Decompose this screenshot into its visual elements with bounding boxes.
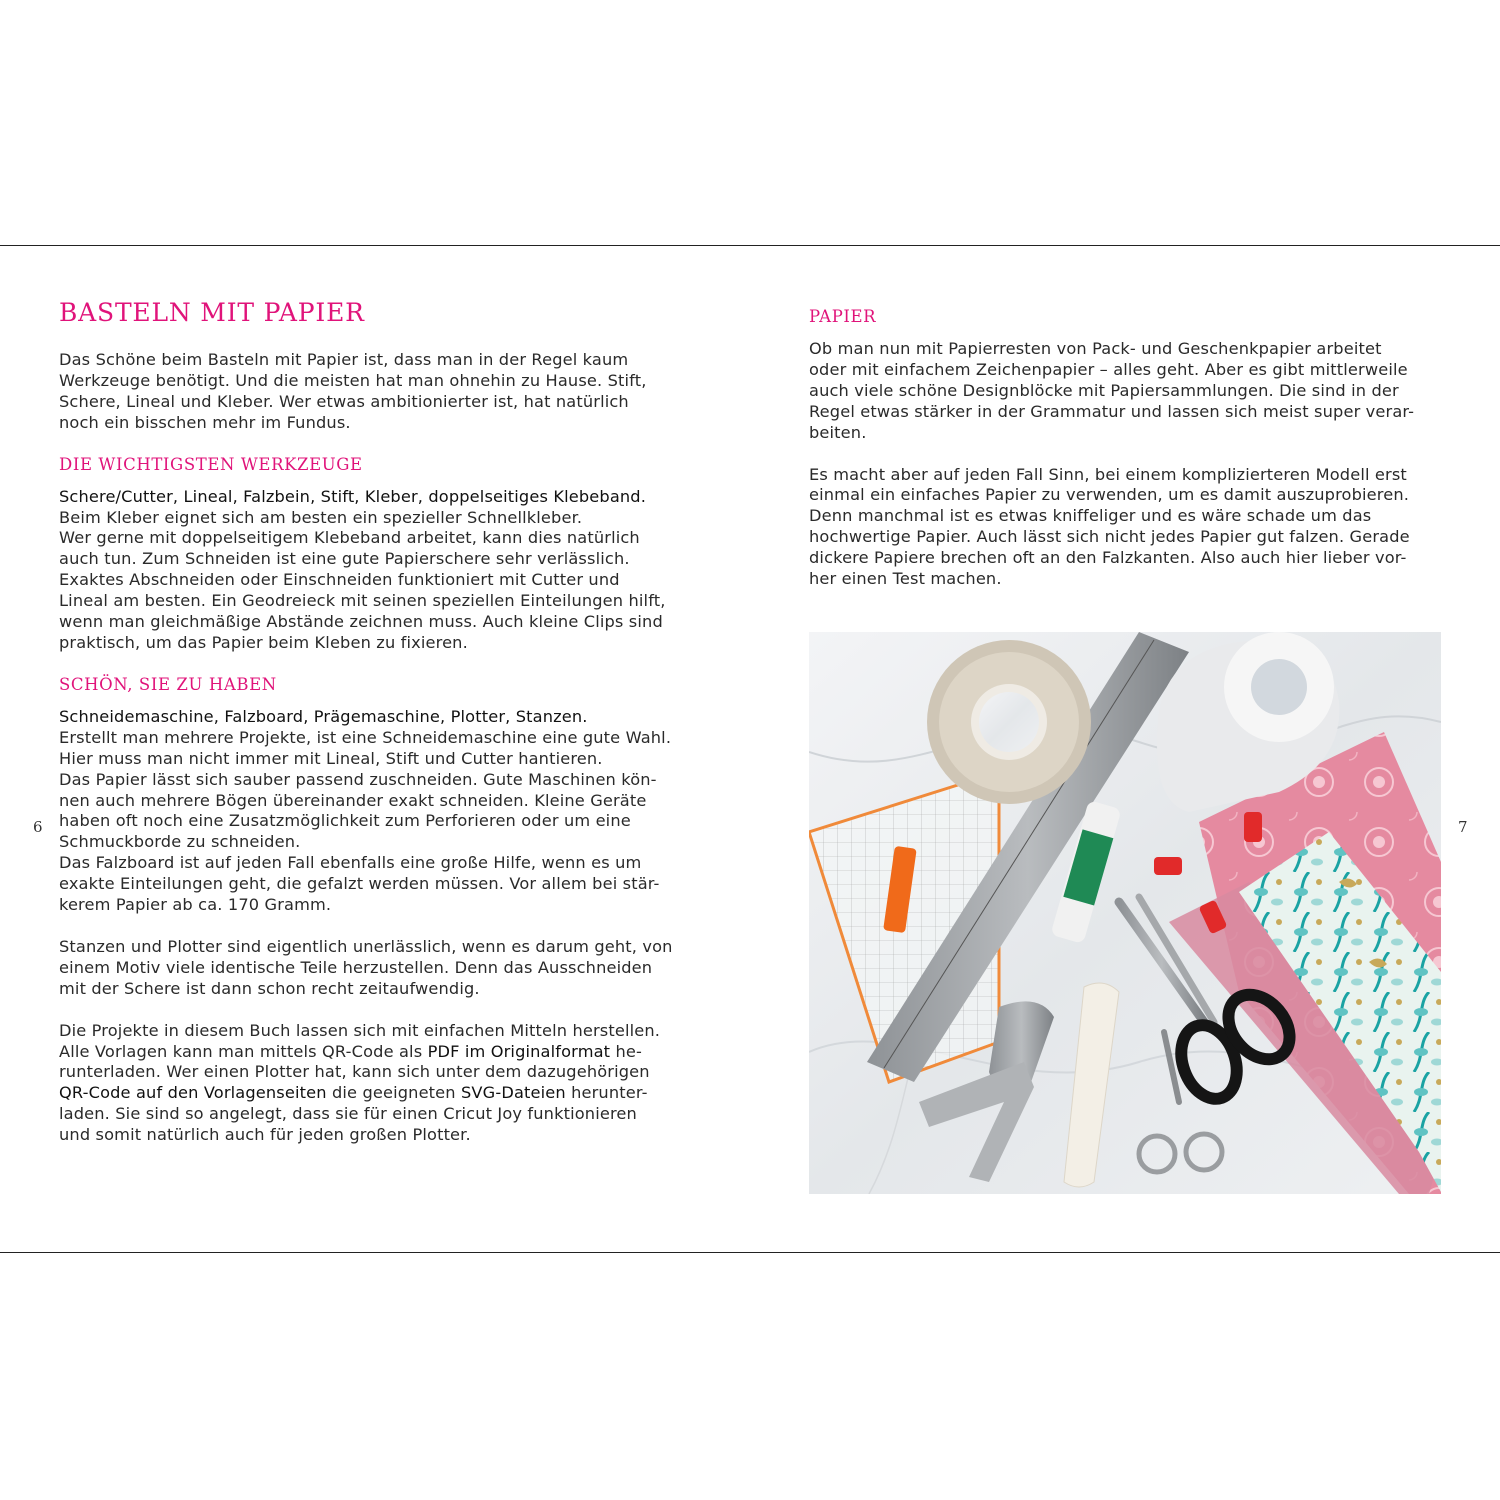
- heading-wichtigste-werkzeuge: DIE WICHTIGSTEN WERKZEUGE: [59, 454, 363, 474]
- page-title: BASTELN MIT PAPIER: [59, 298, 365, 327]
- tape-roll: [927, 640, 1091, 804]
- intro-line: Das Schöne beim Basteln mit Papier ist, dass man in der Regel kaum: [59, 350, 629, 369]
- werkzeuge-lead: Schere/Cutter, Lineal, Falzbein, Stift, Kleber, doppelseitiges Klebeband.: [59, 486, 647, 506]
- schoen-paragraph: [59, 707, 699, 916]
- werkzeuge-line: Exaktes Abschneiden oder Einschneiden funktioniert mit Cutter und: [59, 570, 620, 590]
- crafting-tools-photo: [809, 632, 1441, 1194]
- top-rule: [0, 245, 1500, 246]
- werkzeuge-line: praktisch, um das Papier beim Kleben zu fixieren.: [59, 632, 468, 652]
- intro-line: Schere, Lineal und Kleber. Wer etwas ambitionierter ist, hat natürlich: [59, 391, 629, 411]
- projekte-paragraph: [59, 1021, 699, 1146]
- heading-schoen-sie-zu-haben: SCHÖN, SIE ZU HABEN: [59, 674, 277, 694]
- stanzen-line: einem Motiv viele identische Teile herzustellen. Denn das Ausschneiden: [59, 957, 653, 977]
- bottom-rule: [0, 1252, 1500, 1253]
- papier-paragraph: [809, 339, 1449, 444]
- projekte-line: [59, 1042, 699, 1063]
- heading-papier: PAPIER: [809, 307, 877, 326]
- red-clip: [1244, 812, 1262, 842]
- projekte-text: Alle Vorlagen kann man mittels QR-Code als: [59, 1041, 428, 1061]
- left-page-column: [59, 296, 699, 1146]
- schoen-line: Das Falzboard ist auf jeden Fall ebenfalls eine große Hilfe, wenn es um: [59, 853, 642, 873]
- test-line: Denn manchmal ist es etwas kniffeliger und es wäre schade um das: [809, 506, 1372, 526]
- schoen-line: Hier muss man nicht immer mit Lineal, Stift und Cutter hantieren.: [59, 748, 603, 768]
- projekte-line: und somit natürlich auch für jeden großen Plotter.: [59, 1125, 471, 1145]
- projekte-text: herunter-: [565, 1083, 648, 1103]
- werkzeuge-line: auch tun. Zum Schneiden ist eine gute Papierschere sehr verlässlich.: [59, 549, 630, 569]
- projekte-text: he-: [610, 1041, 642, 1061]
- schoen-line: kerem Papier ab ca. 170 Gramm.: [59, 895, 332, 915]
- schoen-lead: Schneidemaschine, Falzboard, Prägemaschine, Plotter, Stanzen.: [59, 706, 588, 726]
- papier-line: oder mit einfachem Zeichenpapier – alles geht. Aber es gibt mittlerweile: [809, 359, 1408, 379]
- papier-line: auch viele schöne Designblöcke mit Papiersammlungen. Die sind in der: [809, 380, 1399, 400]
- projekte-line: [59, 1083, 699, 1104]
- stanzen-line: mit der Schere ist dann schon recht zeitaufwendig.: [59, 978, 480, 998]
- page-number-right: 7: [1458, 818, 1468, 836]
- schoen-line: Das Papier lässt sich sauber passend zuschneiden. Gute Maschinen kön-: [59, 769, 657, 789]
- schoen-line: haben oft noch eine Zusatzmöglichkeit zum Perforieren oder um eine: [59, 811, 631, 831]
- intro-paragraph: [59, 350, 699, 434]
- test-line: her einen Test machen.: [809, 569, 1002, 589]
- intro-line: Werkzeuge benötigt. Und die meisten hat man ohnehin zu Hause. Stift,: [59, 370, 647, 390]
- qr-code-vorlagenseiten-highlight: QR-Code auf den Vorlagenseiten: [59, 1083, 327, 1103]
- test-line: Es macht aber auf jeden Fall Sinn, bei einem komplizierteren Modell erst: [809, 464, 1407, 484]
- werkzeuge-line: Wer gerne mit doppelseitigem Klebeband arbeitet, kann dies natürlich: [59, 528, 640, 548]
- intro-line: noch ein bisschen mehr im Fundus.: [59, 412, 351, 432]
- pdf-originalformat-highlight: PDF im Originalformat: [427, 1041, 611, 1061]
- werkzeuge-line: Lineal am besten. Ein Geodreieck mit seinen speziellen Einteilungen hilft,: [59, 591, 666, 611]
- werkzeuge-paragraph: [59, 487, 699, 654]
- stanzen-line: Stanzen und Plotter sind eigentlich unerlässlich, wenn es darum geht, von: [59, 936, 673, 956]
- werkzeuge-line: Beim Kleber eignet sich am besten ein spezieller Schnellkleber.: [59, 507, 583, 527]
- projekte-line: Die Projekte in diesem Buch lassen sich mit einfachen Mitteln herstellen.: [59, 1020, 661, 1040]
- page-number-left: 6: [33, 818, 43, 836]
- projekte-text: die geeigneten: [326, 1083, 461, 1103]
- test-line: dickere Papiere brechen oft an den Falzkanten. Also auch hier lieber vor-: [809, 548, 1407, 568]
- werkzeuge-line: wenn man gleichmäßige Abstände zeichnen muss. Auch kleine Clips sind: [59, 612, 663, 632]
- papier-line: beiten.: [809, 422, 867, 442]
- schoen-line: Erstellt man mehrere Projekte, ist eine Schneidemaschine eine gute Wahl.: [59, 727, 672, 747]
- stanzen-paragraph: [59, 937, 699, 1000]
- test-paragraph: [809, 465, 1449, 590]
- papier-line: Regel etwas stärker in der Grammatur und lassen sich meist super verar-: [809, 401, 1415, 421]
- svg-dateien-highlight: SVG-Dateien: [461, 1083, 566, 1103]
- red-clip: [1154, 857, 1182, 875]
- schoen-line: nen auch mehrere Bögen übereinander exakt schneiden. Kleine Geräte: [59, 790, 647, 810]
- papier-line: Ob man nun mit Papierresten von Pack- und Geschenkpapier arbeitet: [809, 339, 1382, 358]
- schoen-line: Schmuckborde zu schneiden.: [59, 832, 301, 852]
- test-line: einmal ein einfaches Papier zu verwenden, um es damit auszuprobieren.: [809, 485, 1410, 505]
- projekte-line: laden. Sie sind so angelegt, dass sie für einen Cricut Joy funktionieren: [59, 1104, 637, 1124]
- right-page-column: [809, 305, 1449, 590]
- test-line: hochwertige Papier. Auch lässt sich nicht jedes Papier gut falzen. Gerade: [809, 527, 1410, 547]
- projekte-line: runterladen. Wer einen Plotter hat, kann sich unter dem dazugehörigen: [59, 1062, 650, 1082]
- schoen-line: exakte Einteilungen geht, die gefalzt werden müssen. Vor allem bei stär-: [59, 874, 660, 894]
